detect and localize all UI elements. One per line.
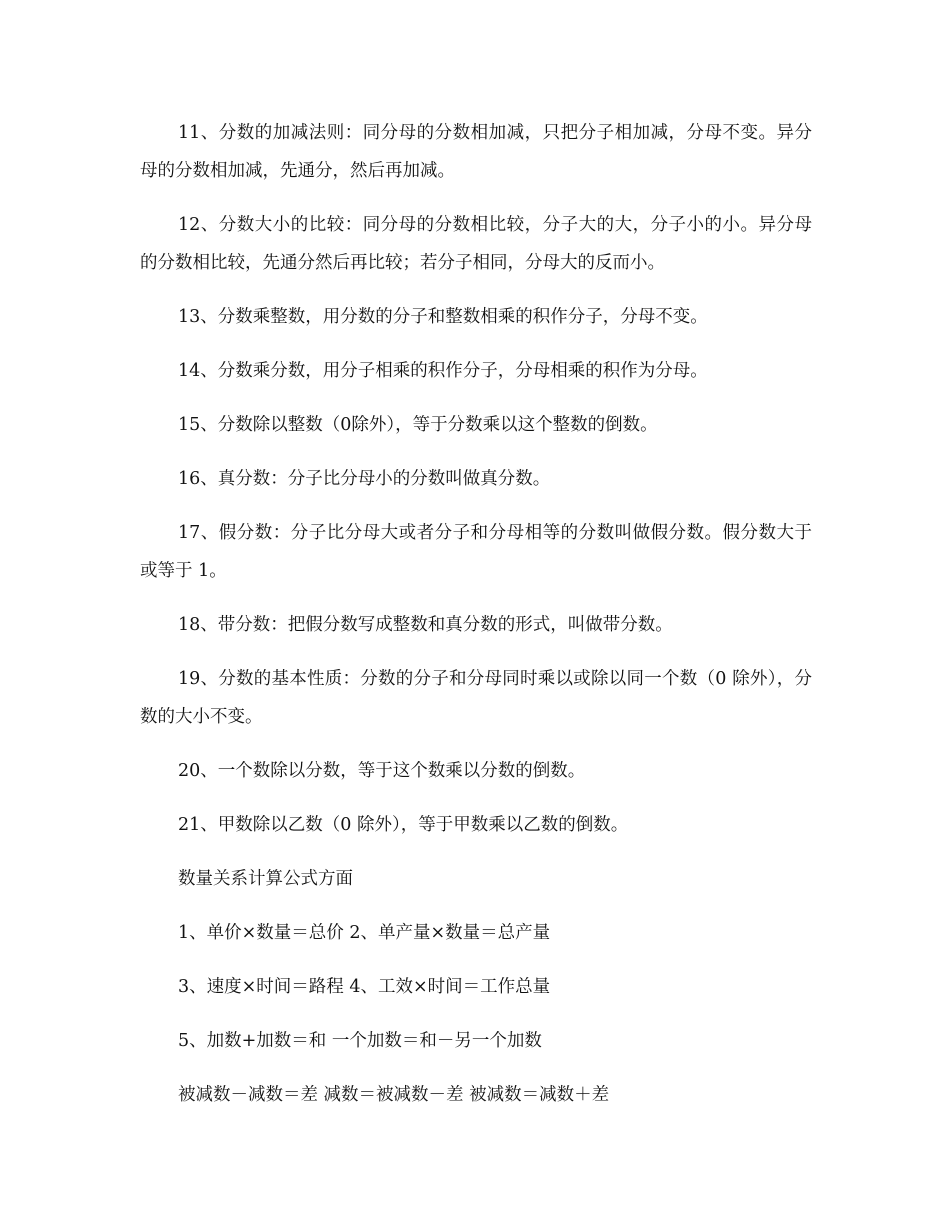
- paragraph-rule-14: 14、分数乘分数，用分子相乘的积作分子，分母相乘的积作为分母。: [178, 361, 708, 381]
- paragraph-rule-12: 12、分数大小的比较：同分母的分数相比较，分子大的大，分子小的小。异分母的分数相比较，先通分然后再比较；若分子相同，分母大的反而小。: [140, 215, 812, 273]
- paragraph-rule-18: 18、带分数：把假分数写成整数和真分数的形式，叫做带分数。: [178, 615, 673, 635]
- section-heading: 数量关系计算公式方面: [178, 869, 353, 889]
- formula-line-1: 1、单价×数量＝总价 2、单产量×数量＝总产量: [178, 923, 551, 943]
- document-body: [140, 114, 812, 1130]
- formula-line-4: 被减数－减数＝差 减数＝被减数－差 被减数＝减数＋差: [178, 1085, 610, 1105]
- formula-line-2: 3、速度×时间＝路程 4、工效×时间＝工作总量: [178, 977, 551, 997]
- paragraph-rule-20: 20、一个数除以分数，等于这个数乘以分数的倒数。: [178, 761, 586, 781]
- paragraph-rule-19: 19、分数的基本性质：分数的分子和分母同时乘以或除以同一个数（0 除外），分数的大小不变。: [140, 669, 812, 727]
- paragraph-rule-11: 11、分数的加减法则：同分母的分数相加减，只把分子相加减，分母不变。异分母的分数相加减，先通分，然后再加减。: [140, 123, 812, 181]
- paragraph-rule-21: 21、甲数除以乙数（0 除外），等于甲数乘以乙数的倒数。: [178, 815, 629, 835]
- paragraph-rule-17: 17、假分数：分子比分母大或者分子和分母相等的分数叫做假分数。假分数大于或等于 1。: [140, 523, 812, 581]
- paragraph-rule-16: 16、真分数：分子比分母小的分数叫做真分数。: [178, 469, 551, 489]
- formula-line-3: 5、加数+加数＝和 一个加数＝和－另一个加数: [178, 1031, 542, 1051]
- paragraph-rule-15: 15、分数除以整数（0除外），等于分数乘以这个整数的倒数。: [178, 415, 658, 435]
- paragraph-rule-13: 13、分数乘整数，用分数的分子和整数相乘的积作分子，分母不变。: [178, 307, 708, 327]
